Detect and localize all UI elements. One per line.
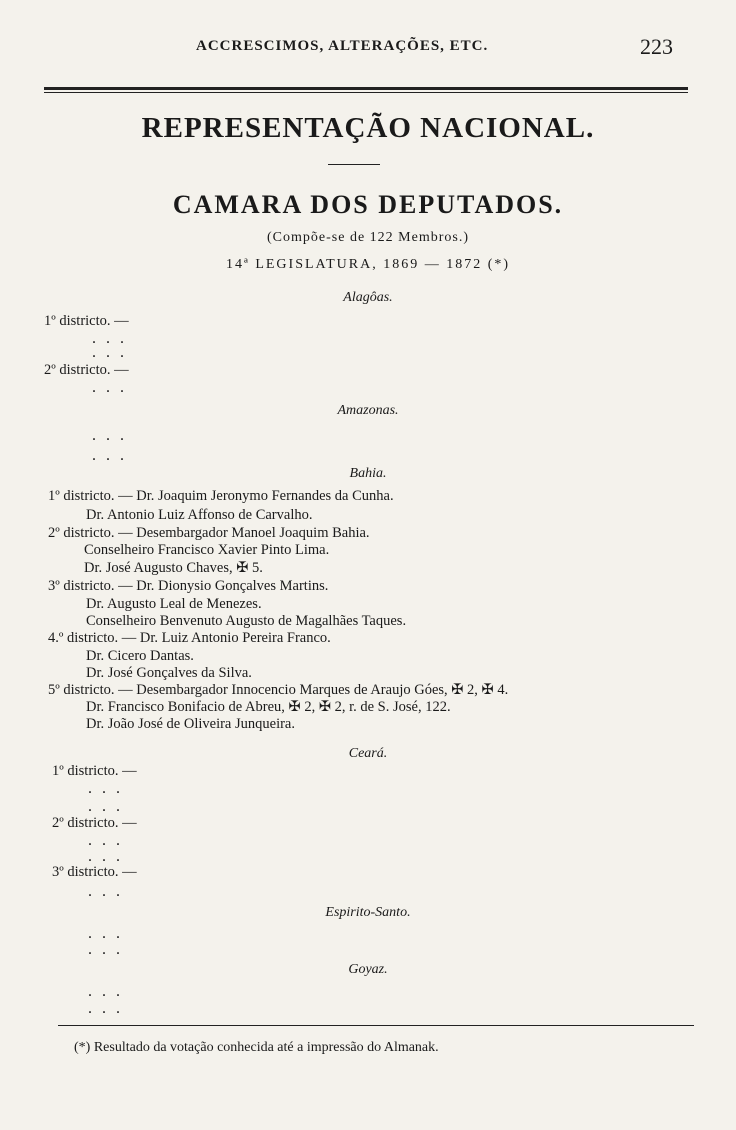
composition-note: (Compõe-se de 122 Membros.) <box>267 230 469 245</box>
deputy-line: Conselheiro Francisco Xavier Pinto Lima. <box>84 542 330 558</box>
ellipsis-row: ... <box>88 832 130 849</box>
deputy-line: Dr. José Gonçalves da Silva. <box>86 665 252 681</box>
ellipsis-row: ... <box>92 447 134 464</box>
deputy-line: Dr. Augusto Leal de Menezes. <box>86 596 262 612</box>
chamber-title: CAMARA DOS DEPUTADOS. <box>172 190 564 219</box>
ellipsis-row: ... <box>88 848 130 865</box>
header-rule-thin <box>44 92 688 93</box>
ellipsis-row: ... <box>92 427 134 444</box>
ellipsis-row: ... <box>88 798 130 815</box>
ceara-district-3: 3º districto. — <box>52 864 137 880</box>
deputy-line: 3º districto. — Dr. Dionysio Gonçalves Martins. <box>48 578 329 594</box>
state-heading-amazonas: Amazonas. <box>337 403 399 418</box>
state-heading-espirito-santo: Espirito-Santo. <box>325 905 411 920</box>
title-divider <box>328 164 380 165</box>
main-title: REPRESENTAÇÃO NACIONAL. <box>141 112 595 144</box>
ellipsis-row: ... <box>88 780 130 797</box>
deputy-line: 1º districto. — Dr. Joaquim Jeronymo Fernandes da Cunha. <box>48 488 394 504</box>
deputy-line: Dr. João José de Oliveira Junqueira. <box>86 716 295 732</box>
deputy-line: Dr. Antonio Luiz Affonso de Carvalho. <box>86 507 313 523</box>
alagoas-district-1: 1º districto. — <box>44 313 129 329</box>
running-header: ACCRESCIMOS, ALTERAÇÕES, ETC. <box>196 38 489 54</box>
footnote-rule <box>58 1025 694 1026</box>
ellipsis-row: ... <box>88 983 130 1000</box>
header-rule-thick <box>44 87 688 90</box>
state-heading-alagoas: Alagôas. <box>343 290 393 305</box>
deputy-line: Dr. José Augusto Chaves, ✠ 5. <box>84 560 263 576</box>
ellipsis-row: ... <box>92 344 134 361</box>
ellipsis-row: ... <box>88 883 130 900</box>
deputy-line: 4.º districto. — Dr. Luiz Antonio Pereira Franco. <box>48 630 331 646</box>
ellipsis-row: ... <box>88 1000 130 1017</box>
deputy-line: Conselheiro Benvenuto Augusto de Magalhães Taques. <box>86 613 407 629</box>
state-heading-bahia: Bahia. <box>349 466 387 481</box>
ceara-district-1: 1º districto. — <box>52 763 137 779</box>
ellipsis-row: ... <box>88 925 130 942</box>
deputy-line: Dr. Francisco Bonifacio de Abreu, ✠ 2, ✠ 2, r. de S. José, 122. <box>86 699 451 715</box>
footnote: (*) Resultado da votação conhecida até a impressão do Almanak. <box>74 1040 439 1055</box>
ceara-district-2: 2º districto. — <box>52 815 137 831</box>
page-number: 223 <box>640 34 673 59</box>
alagoas-district-2: 2º districto. — <box>44 362 129 378</box>
state-heading-goyaz: Goyaz. <box>348 962 388 977</box>
state-heading-ceara: Ceará. <box>348 746 388 761</box>
deputy-line: Dr. Cicero Dantas. <box>86 648 194 664</box>
deputy-line: 2º districto. — Desembargador Manoel Joaquim Bahia. <box>48 525 370 541</box>
ellipsis-row: ... <box>92 330 134 347</box>
ellipsis-row: ... <box>92 379 134 396</box>
deputy-line: 5º districto. — Desembargador Innocencio Marques de Araujo Góes, ✠ 2, ✠ 4. <box>48 682 509 698</box>
ellipsis-row: ... <box>88 941 130 958</box>
legislature-line: 14ª LEGISLATURA, 1869 — 1872 (*) <box>225 257 511 272</box>
